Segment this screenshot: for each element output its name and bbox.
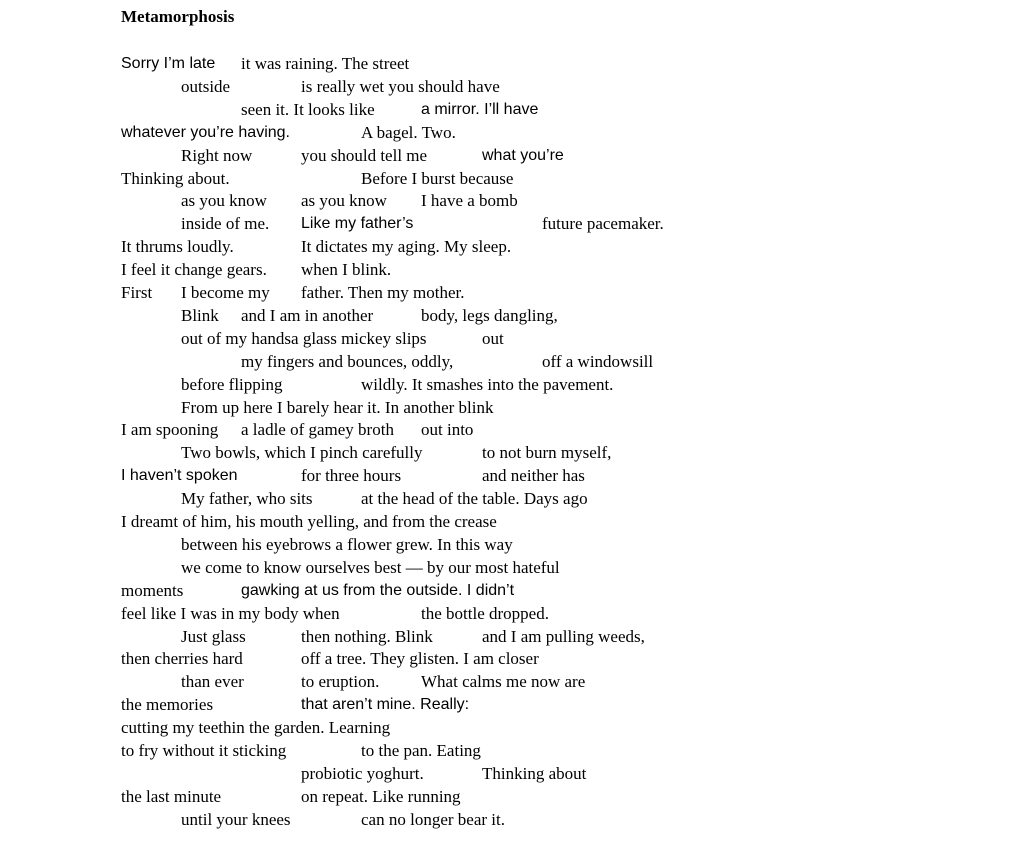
poem-line-segment: that aren’t mine. Really: xyxy=(301,696,470,714)
poem-line xyxy=(0,510,1024,533)
poem-line-segment: is really wet you should have xyxy=(301,76,500,96)
poem-line-segment: at the head of the table. Days ago xyxy=(361,489,588,509)
poem-line-segment: out xyxy=(482,328,504,348)
poem-line-segment: a ladle of gamey broth xyxy=(241,420,394,440)
poem-line-segment: the memories xyxy=(121,695,214,715)
poem-line xyxy=(0,304,1024,327)
poem-line-segment: what you’re xyxy=(482,146,564,164)
poem-line xyxy=(0,396,1024,419)
poem-line-segment: Two bowls, which I pinch carefully xyxy=(181,443,423,463)
poem-line-segment: as you know xyxy=(301,191,387,211)
poem-line-segment: off a tree. They glisten. I am closer xyxy=(301,649,539,669)
poem-line xyxy=(0,670,1024,693)
poem-line-segment: until your knees xyxy=(181,809,291,829)
poem-line-segment: to not burn myself, xyxy=(482,443,612,463)
poem-line-segment: From up here I barely hear it. In another blink xyxy=(181,397,494,417)
poem-line xyxy=(0,739,1024,762)
poem-line-segment: can no longer bear it. xyxy=(361,809,505,829)
poem-line xyxy=(0,808,1024,831)
poem-line-segment: and I am pulling weeds, xyxy=(482,626,645,646)
poem-line xyxy=(0,464,1024,487)
poem-line-segment: than ever xyxy=(181,672,244,692)
poem-line xyxy=(0,556,1024,579)
poem-line-segment: First xyxy=(121,283,153,302)
poem-line-segment: I am spooning xyxy=(121,420,219,440)
poem-line-segment: Before I burst because xyxy=(361,168,514,188)
poem-line-segment: I feel it change gears. xyxy=(121,260,267,280)
poem-line xyxy=(0,579,1024,602)
poem-line-segment: Thinking about. xyxy=(121,168,230,188)
poem-line-segment: Like my father’s xyxy=(301,215,414,233)
poem-line-segment: the last minute xyxy=(121,786,222,806)
poem-line-segment: wildly. It smashes into the pavement. xyxy=(361,374,614,394)
poem-line xyxy=(0,52,1024,75)
poem-line-segment: I haven’t spoken xyxy=(121,467,238,485)
poem-line-segment: then cherries hard xyxy=(121,649,243,669)
poem-line-segment: you should tell me xyxy=(301,145,428,165)
poem-line-segment: and neither has xyxy=(482,466,585,486)
poem-line-segment: the bottle dropped. xyxy=(421,603,549,623)
poem-line-segment: on repeat. Like running xyxy=(301,786,461,806)
poem-line xyxy=(0,441,1024,464)
poem-line-segment: to the pan. Eating xyxy=(361,741,481,760)
poem-line xyxy=(0,487,1024,510)
poem-line xyxy=(0,647,1024,670)
poem-line xyxy=(0,212,1024,235)
poem-line-segment: feel like I was in my body when xyxy=(121,603,340,623)
poem-line-segment: I dreamt of him, his mouth yelling, and from the crease xyxy=(121,512,497,531)
poem-line xyxy=(0,625,1024,648)
poem-line xyxy=(0,716,1024,739)
poem-line xyxy=(0,327,1024,350)
poem-line-segment: to eruption. xyxy=(301,672,380,692)
poem-line xyxy=(0,75,1024,98)
poem-title: Metamorphosis xyxy=(121,7,235,26)
poem-line-segment: I become my xyxy=(181,283,270,302)
poem-line-segment: probiotic yoghurt. xyxy=(301,763,424,783)
poem-line-segment: as you know xyxy=(181,191,267,211)
poem-line-segment: to fry without it sticking xyxy=(121,741,287,760)
poem-line xyxy=(0,602,1024,625)
poem-line-segment: for three hours xyxy=(301,466,402,486)
poem-line-segment: Thinking about xyxy=(482,763,587,783)
poem-line-segment: a mirror. I’ll have xyxy=(421,100,539,118)
poem-line-segment: body, legs dangling, xyxy=(421,305,558,325)
poem-line-segment: My father, who sits xyxy=(181,489,313,509)
poem-line xyxy=(0,189,1024,212)
poem-line-segment: when I blink. xyxy=(301,260,392,280)
poem-line xyxy=(0,533,1024,556)
poem-line-segment: then nothing. Blink xyxy=(301,626,433,646)
poem-line-segment: cutting my teethin the garden. Learning xyxy=(121,718,391,738)
poem-line-segment: What calms me now are xyxy=(421,672,586,692)
poem-line xyxy=(0,350,1024,373)
poem-line-segment: Just glass xyxy=(181,626,246,646)
poem-line-segment: between his eyebrows a flower grew. In this way xyxy=(181,534,513,554)
poem-line xyxy=(0,281,1024,304)
poem-line-segment: and I am in another xyxy=(241,305,374,325)
poem-line xyxy=(0,167,1024,190)
poem-line-segment: inside of me. xyxy=(181,214,270,234)
poem-line xyxy=(0,373,1024,396)
poem-line-segment: gawking at us from the outside. I didn’t xyxy=(241,581,515,599)
poem-line-segment: whatever you’re having. xyxy=(121,123,290,141)
poem-line-segment: future pacemaker. xyxy=(542,214,664,234)
poem-line xyxy=(0,258,1024,281)
poem-line xyxy=(0,762,1024,785)
poem-line-segment: before flipping xyxy=(181,374,283,394)
poem-line-segment: A bagel. Two. xyxy=(361,122,456,142)
poem-line-segment: father. Then my mother. xyxy=(301,283,465,302)
poem-line-segment: out of my handsa glass mickey slips xyxy=(181,328,427,348)
poem-line-segment: my fingers and bounces, oddly, xyxy=(241,351,454,371)
poem-line xyxy=(0,98,1024,121)
poem-line xyxy=(0,121,1024,144)
poem-line-segment: it was raining. The street xyxy=(241,54,410,73)
poem-line-segment: outside xyxy=(181,76,231,96)
poem-line-segment: It thrums loudly. xyxy=(121,237,234,257)
poem-line-segment: we come to know ourselves best — by our most hateful xyxy=(181,557,560,577)
poem-line-segment: moments xyxy=(121,580,184,600)
poem-line-segment: Blink xyxy=(181,305,219,325)
poem-line xyxy=(0,235,1024,258)
poem-line-segment: off a windowsill xyxy=(542,351,654,371)
poem-line-segment: I have a bomb xyxy=(421,191,518,211)
poem-line xyxy=(0,418,1024,441)
poem-line-segment: seen it. It looks like xyxy=(241,99,375,119)
poem-line-segment: out into xyxy=(421,420,474,440)
poem-line xyxy=(0,693,1024,716)
poem-line-segment: Right now xyxy=(181,145,253,165)
poem-line xyxy=(0,144,1024,167)
poem-line xyxy=(0,785,1024,808)
poem-line-segment: It dictates my aging. My sleep. xyxy=(301,237,512,257)
poem-line-segment: Sorry I’m late xyxy=(121,55,216,72)
